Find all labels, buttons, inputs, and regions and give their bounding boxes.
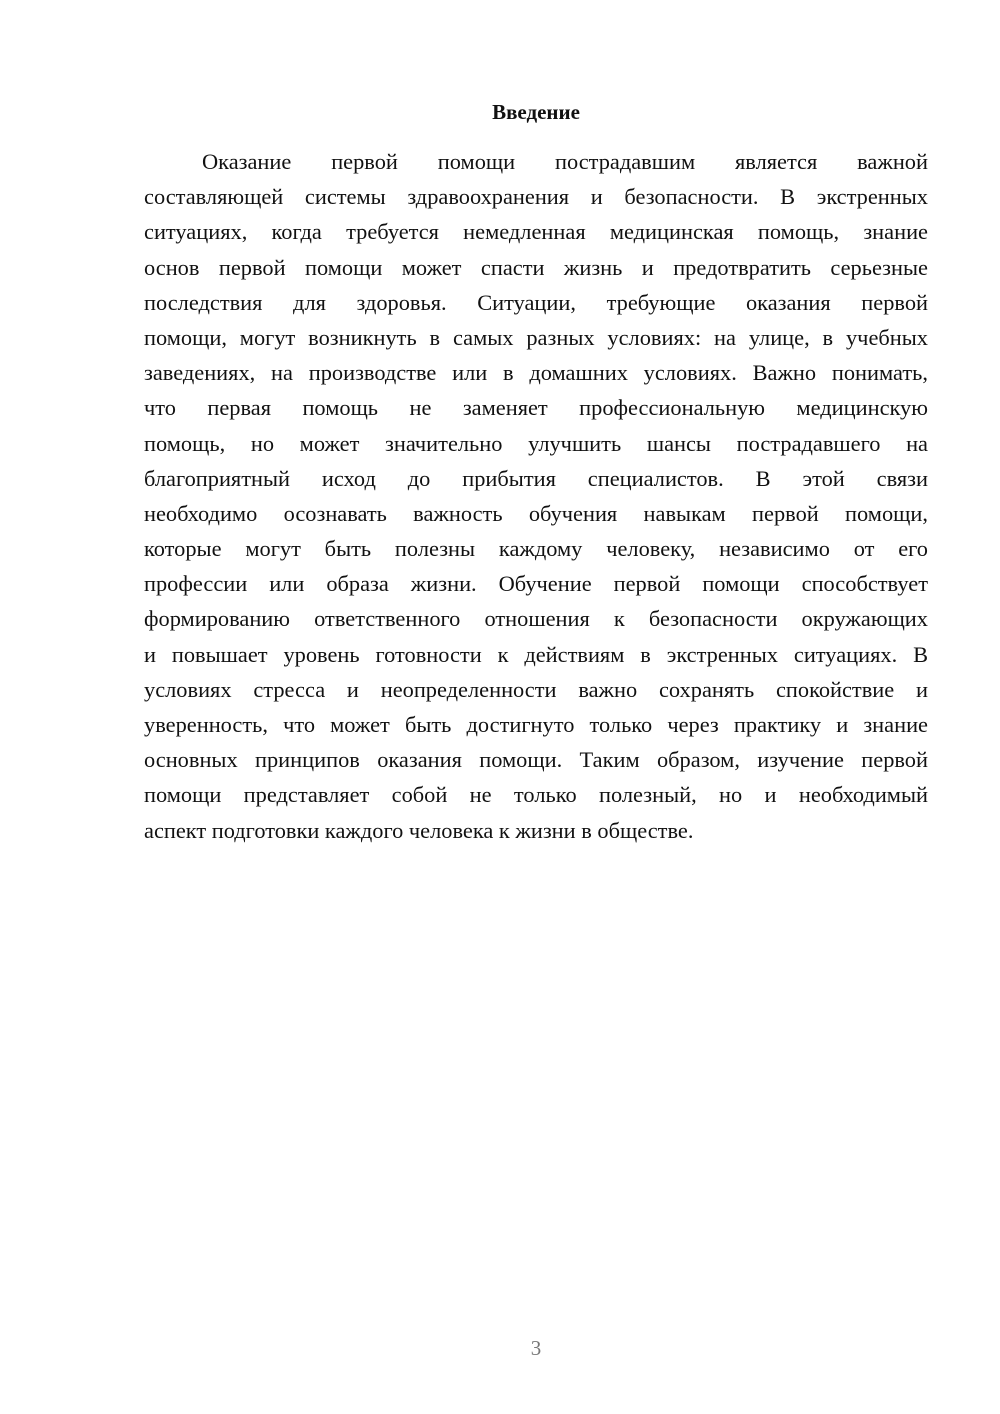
- paragraph-line: ситуациях, когда требуется немедленная медицинская помощь, знание: [144, 219, 928, 245]
- paragraph-line: помощи представляет собой не только полезный, но и необходимый: [144, 782, 928, 808]
- paragraph-line: Оказание первой помощи пострадавшим является важной: [202, 149, 928, 174]
- paragraph-line: основ первой помощи может спасти жизнь и предотвратить серьезные: [144, 254, 928, 280]
- paragraph-line: основных принципов оказания помощи. Таким образом, изучение первой: [144, 747, 928, 773]
- paragraph-line: формированию ответственного отношения к безопасности окружающих: [144, 606, 928, 632]
- paragraph-line: аспект подготовки каждого человека к жизни в обществе.: [144, 817, 694, 843]
- body-paragraph: [144, 144, 928, 848]
- page-number: 3: [530, 1336, 542, 1360]
- paragraph-line: благоприятный исход до прибытия специалистов. В этой связи: [144, 465, 928, 491]
- paragraph-line: уверенность, что может быть достигнуто только через практику и знание: [144, 712, 928, 737]
- paragraph-line: заведениях, на производстве или в домашних условиях. Важно понимать,: [144, 360, 928, 386]
- paragraph-line: последствия для здоровья. Ситуации, требующие оказания первой: [144, 289, 928, 315]
- paragraph-line: составляющей системы здравоохранения и безопасности. В экстренных: [144, 184, 928, 210]
- paragraph-line: что первая помощь не заменяет профессиональную медицинскую: [144, 395, 928, 421]
- paragraph-line: необходимо осознавать важность обучения навыкам первой помощи,: [144, 500, 928, 526]
- paragraph-line: помощь, но может значительно улучшить шансы пострадавшего на: [144, 430, 928, 456]
- paragraph-line: которые могут быть полезны каждому человеку, независимо от его: [144, 536, 928, 562]
- paragraph-line: помощи, могут возникнуть в самых разных условиях: на улице, в учебных: [144, 324, 928, 350]
- section-heading: Введение: [492, 100, 580, 124]
- paragraph-line: и повышает уровень готовности к действиям в экстренных ситуациях. В: [144, 641, 928, 667]
- paragraph-line: условиях стресса и неопределенности важно сохранять спокойствие и: [144, 676, 928, 702]
- paragraph-line: профессии или образа жизни. Обучение первой помощи способствует: [144, 571, 928, 597]
